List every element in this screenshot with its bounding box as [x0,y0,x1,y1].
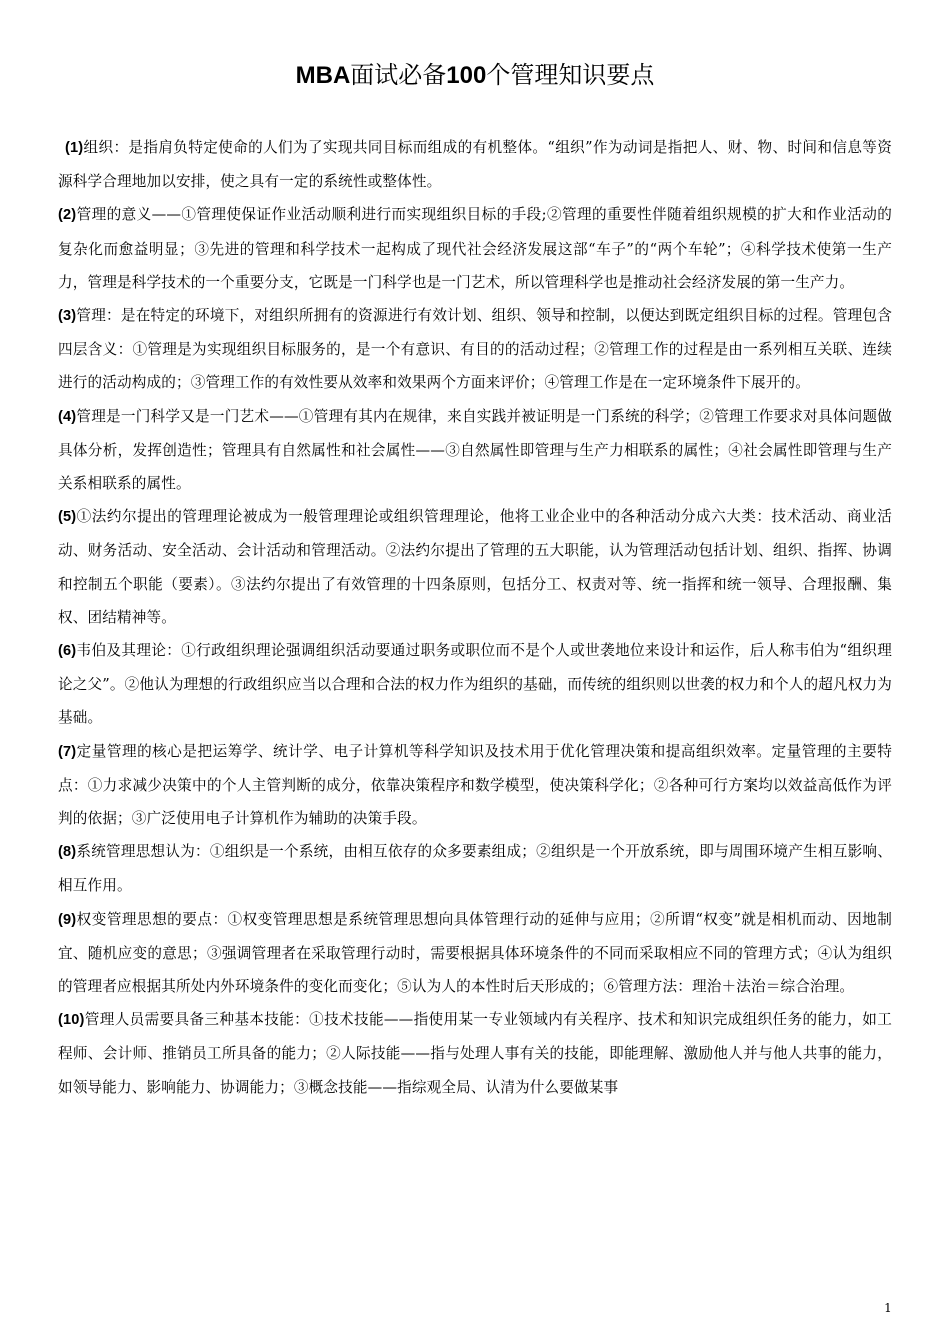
item-text: 权变管理思想的要点：①权变管理思想是系统管理思想向具体管理行动的延伸与应用；②所谓“权变”就是相机而动、因地制宜、随机应变的意思；③强调管理者在采取管理行动时，需要根据具体环境条件的不同而采取相应不同的管理方式；④认为组织的管理者应根据其所处内外环境条件的变化而变化；⑤认为人的本性时后天形成的；⑥管理方法：理治＋法治＝综合治理。 [58,910,892,996]
title-part-2: 个管理知识要点 [486,61,655,89]
item-text: 管理：是在特定的环境下，对组织所拥有的资源进行有效计划、组织、领导和控制，以便达到既定组织目标的过程。管理包含四层含义：①管理是为实现组织目标服务的，是一个有意识、有目的的活动过程；②管理工作的过程是由一系列相互关联、连续进行的活动构成的；③管理工作的有效性要从效率和效果两个方面来评价；④管理工作是在一定环境条件下展开的。 [58,307,892,392]
item-number: (6) [58,643,77,660]
item-number: (3) [58,308,77,325]
title-mba: MBA [295,62,351,89]
item-number: (2) [58,207,77,224]
knowledge-point-5 [58,500,892,634]
item-number: (1) [65,140,84,156]
item-number: (7) [58,743,77,760]
knowledge-point-3 [58,299,892,400]
item-text: 管理是一门科学又是一门艺术——①管理有其内在规律，来自实践并被证明是一门系统的科学；②管理工作要求对具体问题做具体分析，发挥创造性；管理具有自然属性和社会属性——③自然属性即管理与生产力相联系的属性；④社会属性即管理与生产关系相联系的属性。 [58,407,892,493]
page-number: 1 [884,1301,892,1315]
document-body [58,131,892,1104]
item-text: 组织：是指肩负特定使命的人们为了实现共同目标而组成的有机整体。“组织”作为动词是指把人、财、物、时间和信息等资源科学合理地加以安排，使之具有一定的系统性或整体性。 [58,139,892,191]
item-number: (5) [58,509,77,526]
knowledge-point-2 [58,198,892,299]
item-text: 管理的意义——①管理使保证作业活动顺利进行而实现组织目标的手段;②管理的重要性伴随着组织规模的扩大和作业活动的复杂化而愈益明显；③先进的管理和科学技术一起构成了现代社会经济发展这部“车子”的“两个车轮”；④科学技术使第一生产力，管理是科学技术的一个重要分支，它既是一门科学也是一门艺术，所以管理科学也是推动社会经济发展的第一生产力。 [58,206,892,291]
item-text: 韦伯及其理论：①行政组织理论强调组织活动要通过职务或职位而不是个人或世袭地位来设计和运作，后人称韦伯为“组织理论之父”。②他认为理想的行政组织应当以合理和合法的权力作为组织的基础，而传统的组织则以世袭的权力和个人的超凡权力为基础。 [58,642,892,727]
item-text: ①法约尔提出的管理理论被成为一般管理理论或组织管理理论，他将工业企业中的各种活动分成六大类：技术活动、商业活动、财务活动、安全活动、会计活动和管理活动。②法约尔提出了管理的五大职能，认为管理活动包括计划、组织、指挥、协调和控制五个职能（要素）。③法约尔提出了有效管理的十四条原则，包括分工、权责对等、统一指挥和统一领导、合理报酬、集权、团结精神等。 [58,508,892,626]
item-text: 系统管理思想认为：①组织是一个系统，由相互依存的众多要素组成；②组织是一个开放系统，即与周围环境产生相互影响、相互作用。 [58,843,892,895]
item-number: (10) [58,1012,85,1029]
item-text: 定量管理的核心是把运筹学、统计学、电子计算机等科学知识及技术用于优化管理决策和提高组织效率。定量管理的主要特点：①力求减少决策中的个人主管判断的成分，依靠决策程序和数学模型，使决策科学化；②各种可行方案均以效益高低作为评判的依据；③广泛使用电子计算机作为辅助的决策手段。 [58,742,892,828]
title-part-1: 面试必备 [350,61,447,89]
page-title [0,58,950,93]
knowledge-point-1 [58,131,892,198]
item-number: (4) [58,408,77,425]
item-text: 管理人员需要具备三种基本技能：①技术技能——指使用某一专业领域内有关程序、技术和知识完成组织任务的能力，如工程师、会计师、推销员工所具备的能力；②人际技能——指与处理人事有关的技能，即能理解、激励他人并与他人共事的能力，如领导能力、影响能力、协调能力；③概念技能——指综观全局、认清为什么要做某事 [58,1011,892,1096]
knowledge-point-8 [58,835,892,902]
knowledge-point-7 [58,735,892,836]
knowledge-point-6 [58,634,892,735]
item-number: (9) [58,911,77,928]
title-number: 100 [446,62,487,89]
knowledge-point-10 [58,1003,892,1104]
knowledge-point-9 [58,903,892,1004]
knowledge-point-4 [58,400,892,501]
item-number: (8) [58,844,77,861]
